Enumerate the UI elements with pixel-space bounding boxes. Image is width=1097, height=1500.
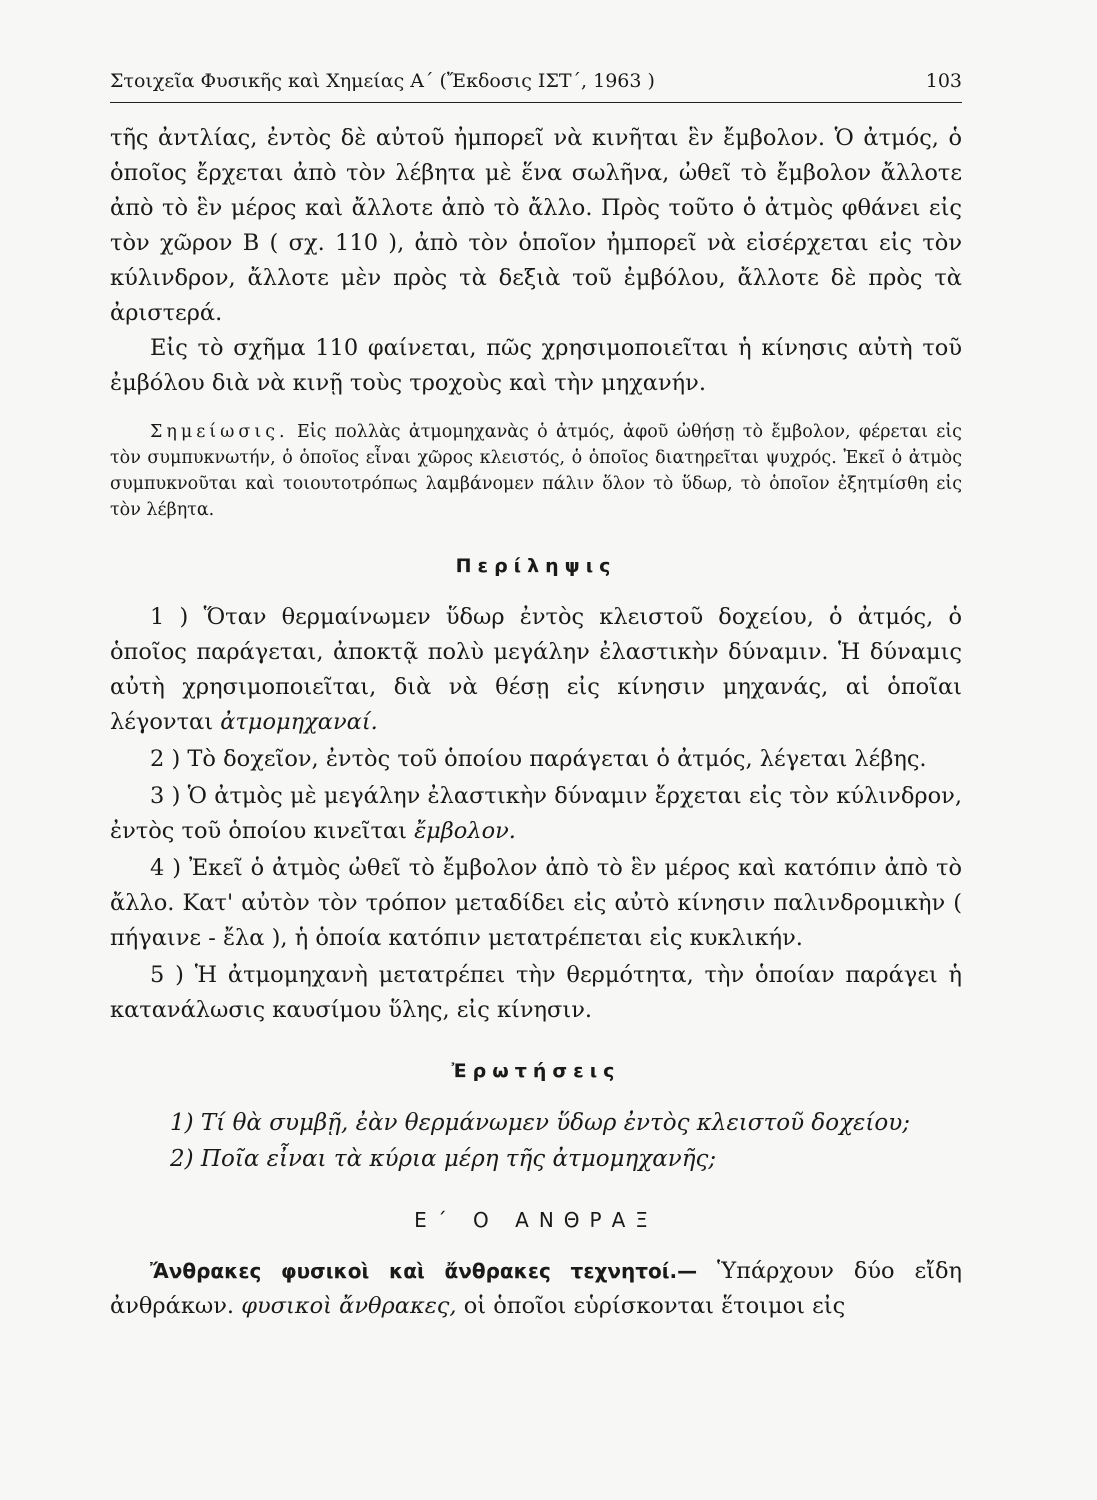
summary-item-number: 3 )	[150, 783, 181, 809]
summary-item-text: Ὅταν θερμαίνωμεν ὕδωρ ἐντὸς κλειστοῦ δοχείου, ὁ ἀτμός, ὁ ὁποῖος παράγεται, ἀποκτᾷ πολὺ μεγάλην ἐλαστικὴν δύναμιν. Ἡ δύναμις αὐτὴ χρησιμοποιεῖται, διὰ νὰ θέσῃ εἰς κίνησιν μηχανάς, αἱ ὁποῖαι λέγονται	[110, 604, 963, 735]
summary-item-text: Ἡ ἀτμομηχανὴ μετατρέπει τὴν θερμότητα, τὴν ὁποίαν παράγει ἡ κατανάλωσις καυσίμου ὕλης, εἰς κίνησιν.	[110, 962, 962, 1023]
chapter-term: φυσικοὶ ἄνθρακες,	[241, 1293, 457, 1319]
running-header	[110, 70, 962, 103]
summary-item	[110, 742, 962, 777]
summary-item-term: ἀτμομηχαναί.	[220, 709, 378, 735]
summary-item-number: 2 )	[150, 746, 181, 772]
main-text	[110, 121, 962, 1324]
summary-item	[110, 958, 962, 1028]
summary-item-text: Ὁ ἀτμὸς μὲ μεγάλην ἐλαστικὴν δύναμιν ἔρχεται εἰς τὸν κύλινδρον, ἐντὸς τοῦ ὁποίου κινεῖται	[110, 783, 962, 844]
question-item: 1) Τί θὰ συμβῇ, ἐὰν θερμάνωμεν ὕδωρ ἐντὸς κλειστοῦ δοχείου;	[170, 1110, 910, 1136]
paragraph-1: τῆς ἀντλίας, ἐντὸς δὲ αὐτοῦ ἠμπορεῖ νὰ κινῆται ἓν ἔμβολον. Ὁ ἀτμός, ὁ ὁποῖος ἔρχεται ἀπὸ τὸν λέβητα μὲ ἕνα σωλῆνα, ὠθεῖ τὸ ἔμβολον ἄλλοτε ἀπὸ τὸ ἓν μέρος καὶ ἄλλοτε ἀπὸ τὸ ἄλλο. Πρὸς τοῦτο ὁ ἀτμὸς φθάνει εἰς τὸν χῶρον Β ( σχ. 110 ), ἀπὸ τὸν ὁποῖον ἠμπορεῖ νὰ εἰσέρχεται εἰς τὸν κύλινδρον, ἄλλοτε μὲν πρὸς τὰ δεξιὰ τοῦ ἐμβόλου, ἄλλοτε δὲ πρὸς τὰ ἀριστερά.	[110, 125, 962, 326]
note-label: Σημείωσις.	[150, 422, 289, 442]
summary-item-number: 4 )	[150, 855, 182, 881]
summary-item-text: Ἐκεῖ ὁ ἀτμὸς ὠθεῖ τὸ ἔμβολον ἀπὸ τὸ ἓν μέρος καὶ κατόπιν ἀπὸ τὸ ἄλλο. Κατ' αὐτὸν τὸν τρόπον μεταδίδει εἰς αὐτὸ κίνησιν παλινδρομικὴν ( πήγαινε - ἔλα ), ἡ ὁποία κατόπιν μετατρέπεται εἰς κυκλικήν.	[110, 855, 962, 951]
chapter-heading: Ε΄ Ο ΑΝΘΡΑΞ	[414, 1208, 658, 1232]
document-page	[110, 70, 962, 1324]
paragraph-2: Εἰς τὸ σχῆμα 110 φαίνεται, πῶς χρησιμοποιεῖται ἡ κίνησις αὐτὴ τοῦ ἐμβόλου διὰ νὰ κινῇ τοὺς τροχοὺς καὶ τὴν μηχανήν.	[110, 335, 962, 396]
chapter-text-after: οἱ ὁποῖοι εὑρίσκονται ἕτοιμοι εἰς	[463, 1293, 846, 1319]
questions-heading: Ἐρωτήσεις	[451, 1060, 621, 1082]
summary-list	[110, 600, 962, 1028]
questions-list	[170, 1105, 962, 1177]
summary-heading: Περίληψις	[455, 555, 617, 577]
header-title: Στοιχεῖα Φυσικῆς καὶ Χημείας Α΄ (Ἔκδοσις ΙΣΤ΄, 1963 )	[110, 70, 655, 92]
page-number: 103	[925, 70, 962, 92]
summary-item	[110, 779, 962, 849]
note-block	[110, 419, 962, 523]
note-text: Εἰς πολλὰς ἀτμομηχανὰς ὁ ἀτμός, ἀφοῦ ὠθήσῃ τὸ ἔμβολον, φέρεται εἰς τὸν συμπυκνωτήν, ὁ ὁποῖος εἶναι χῶρος κλειστός, ὁ ὁποῖος διατηρεῖται ψυχρός. Ἐκεῖ ὁ ἀτμὸς συμπυκνοῦται καὶ τοιουτοτρόπως λαμβάνομεν πάλιν ὅλον τὸ ὕδωρ, τὸ ὁποῖον ἐξητμίσθη εἰς τὸν λέβητα.	[110, 422, 962, 520]
summary-item-text: Τὸ δοχεῖον, ἐντὸς τοῦ ὁποίου παράγεται ὁ ἀτμός, λέγεται λέβης.	[187, 746, 927, 772]
summary-item-term: ἔμβολον.	[414, 818, 516, 844]
summary-item	[110, 600, 962, 740]
summary-item	[110, 851, 962, 956]
summary-item-number: 5 )	[150, 962, 184, 988]
chapter-paragraph	[110, 1254, 962, 1324]
question-item: 2) Ποῖα εἶναι τὰ κύρια μέρη τῆς ἀτμομηχανῆς;	[170, 1146, 717, 1172]
chapter-text-before: Ὑπάρχουν δύο εἴδη ἀνθράκων.	[110, 1258, 963, 1319]
summary-item-number: 1 )	[150, 604, 189, 630]
chapter-lead: Ἄνθρακες φυσικοὶ καὶ ἄνθρακες τεχνητοί.—	[150, 1259, 698, 1283]
